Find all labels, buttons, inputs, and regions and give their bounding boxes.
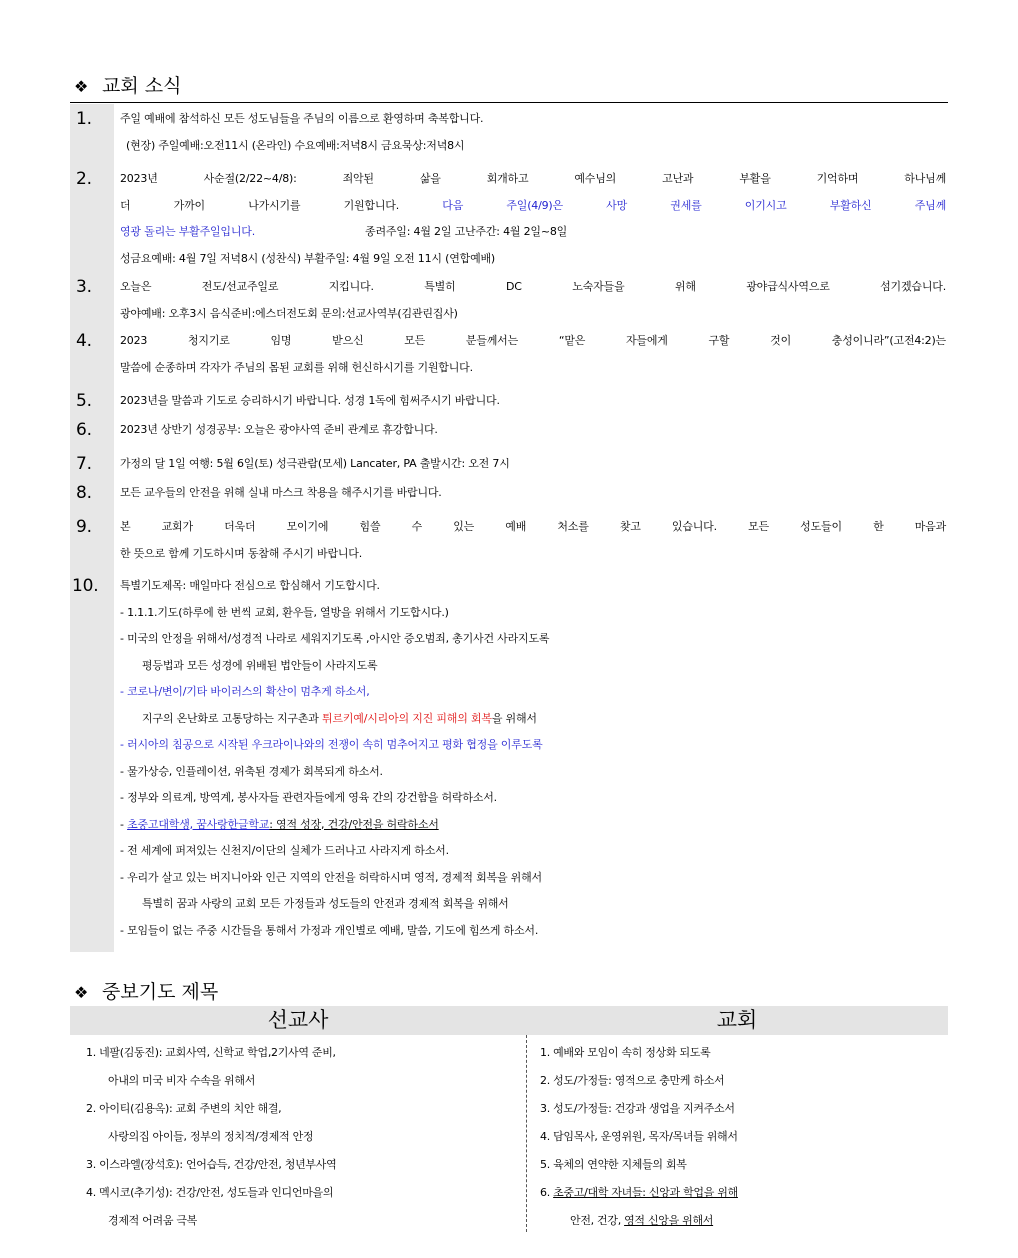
church-item: 6. 초중고/대학 자녀들: 신앙과 학업을 위해 <box>540 1186 738 1199</box>
section-rule <box>70 102 948 103</box>
church-item: 5. 육체의 연약한 지체들의 회복 <box>540 1158 687 1171</box>
church-list: 1. 예배와 모임이 속히 정상화 되도록 2. 성도/가정들: 영적으로 충만케 하소서 3. 성도/가정들: 건강과 생업을 지켜주소서 4. 담임목사, 운영위원, 목자/목녀들 위해서 5. 육체의 연약한 지체들의 회복 6. 초중고/대학 자녀들: 신앙과 학업을 위해 안전, 건강, 영적 신앙을 위해서 <box>540 1039 944 1235</box>
prayer-table <box>70 1006 948 1232</box>
church-item: 4. 담임목사, 운영위원, 목자/목녀들 위해서 <box>540 1130 738 1143</box>
diamond-bullet-icon: ❖ <box>74 983 89 1002</box>
church-item: 3. 성도/가정들: 건강과 생업을 지켜주소서 <box>540 1102 735 1115</box>
church-item: 2. 성도/가정들: 영적으로 충만케 하소서 <box>540 1074 725 1087</box>
missionary-list: 1. 네팔(김동진): 교회사역, 신학교 학업,2기사역 준비, 아내의 미국 비자 수속을 위해서 2. 아이티(김용옥): 교회 주변의 치안 해결, 사랑의집 아이들, 정부의 정치적/경제적 안정 3. 이스라엘(장석호): 언어습득, 건강/안전, 청년부사역 4. 멕시코(추기성): 건강/안전, 성도들과 인디언마을의 경제적 어려움 극복 <box>86 1039 522 1235</box>
missionary-item: 4. 멕시코(추기성): 건강/안전, 성도들과 인디언마을의 <box>86 1186 334 1199</box>
prayer-section-title: ❖ 중보기도 제목 <box>74 978 218 1006</box>
missionary-column-header: 선교사 <box>267 1008 329 1032</box>
church-item: 1. 예배와 모임이 속히 정상화 되도록 <box>540 1046 711 1059</box>
diamond-bullet-icon: ❖ <box>74 77 89 96</box>
prayer-table-header <box>70 1006 948 1035</box>
church-column-header: 교회 <box>716 1008 758 1032</box>
news-section-title: ❖ 교회 소식 <box>74 72 182 100</box>
missionary-item: 1. 네팔(김동진): 교회사역, 신학교 학업,2기사역 준비, <box>86 1046 336 1059</box>
column-divider <box>526 1035 527 1232</box>
news-list: 1. 주일 예배에 참석하신 모든 성도님들을 주님의 이름으로 환영하며 축복합니다. (현장) 주일예배:오전11시 (온라인) 수요예배:저녁8시 금요묵상:저녁8시 2. 2023년 사순절(2/22~4/8): 죄악된 삶을 회개하고 예수님의 고난과 부활을 기억하며 하나님께 더 가까이 나가시기를 기원합니다. 다음 주일(4/9)은 사망 권세를 이기시고 부활하신 주님께 영광 돌리는 부활주일입니다. 종려주일: 4월 2일 고난주간: 4월 2일~8일 성금요예배: 4월 7일 저녁8시 (성찬식) 부활주일: 4월 9일 오전 11시 (연합예배) 3. 오늘은 전도/선교주일로 지킵니다. 특별히 DC 노숙자들을 위해 광야급식사역으로 섬기겠습니다. 광야예배: 오후3시 음식준비:에스더전도회 문의:선교사역부(김관린집사) 4. 2023 청지기로 임명 받으신 모든 분들께서는 “맡은 자들에게 구할 것이 충성이니라”(고전4:2)는 말씀에 순종하며 각자가 주님의 몸된 교회를 위해 헌신하시기를 기원합니다. 5. 2023년을 말씀과 기도로 승리하시기 바랍니다. 성경 1독에 힘써주시기 바랍니다. 6. 2023년 상반기 성경공부: 오늘은 광야사역 준비 관계로 휴강합니다. 7. 가정의 달 1일 여행: 5월 6일(토) 성극관람(모세) Lancater, PA 출발시간: 오전 7시 8. 모든 교우들의 안전을 위해 실내 마스크 착용을 해주시기를 바랍니다. 9. 본 교회가 더욱더 모이기에 힘쓸 수 있는 예배 처소를 찾고 있습니다. 모든 성도들이 한 마음과 한 뜻으로 함께 기도하시며 동참해 주시기 바랍니다. 10. 특별기도제목: 매일마다 전심으로 합심해서 기도합시다. - 1.1.1.기도(하루에 한 번씩 교회, 환우들, 열방을 위해서 기도합시다.) - 미국의 안정을 위해서/성경적 나라로 세워지기도록 ,아시안 증오범죄, 총기사건 사라지도록 평등법과 모든 성경에 위배된 법안들이 사라지도록 - 코로나/변이/기타 바이러스의 확산이 멈추게 하소서, 지구의 온난화로 고통당하는 지구촌과 튀르키예/시리아의 지진 피해의 회복을 위해서 - 러시아의 침공으로 시작된 우크라이나와의 전쟁이 속히 멈추어지고 평화 협정을 이루도록 - 물가상승, 인플레이션, 위축된 경제가 회복되게 하소서. - 정부와 의료계, 방역계, 봉사자들 관련자들에게 영육 간의 강건함을 허락하소서. - 초중고대학생, 꿈사랑한글학교: 영적 성장, 건강/안전을 허락하소서 - 전 세계에 퍼져있는 신천지/이단의 실체가 드러나고 사라지게 하소서. - 우리가 살고 있는 버지니아와 인근 지역의 안전을 허락하시며 영적, 경제적 회복을 위해서 특별히 꿈과 사랑의 교회 모든 가정들과 성도들의 안전과 경제적 회복을 위해서 - 모임들이 없는 주중 시간들을 통해서 가정과 개인별로 예배, 말씀, 기도에 힘쓰게 하소서. <box>70 104 948 952</box>
missionary-item: 3. 이스라엘(장석호): 언어습득, 건강/안전, 청년부사역 <box>86 1158 337 1171</box>
missionary-item: 2. 아이티(김용옥): 교회 주변의 치안 해결, <box>86 1102 282 1115</box>
